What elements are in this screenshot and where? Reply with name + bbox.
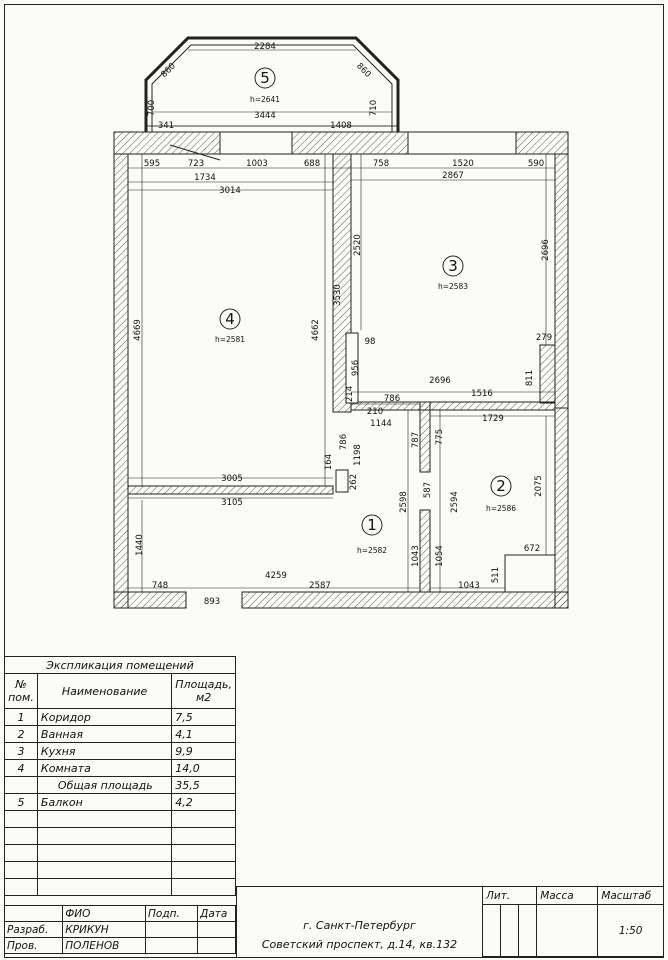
dim-value: 590 xyxy=(527,159,545,169)
dim-value: 164 xyxy=(324,453,334,471)
dim-value: 2598 xyxy=(399,491,409,513)
dim-value: 1003 xyxy=(246,159,268,169)
room-name: Ванная xyxy=(37,726,171,743)
svg-text:h=2641: h=2641 xyxy=(249,95,281,104)
dim-value: 2284 xyxy=(254,42,276,52)
col-number-header: № пом. xyxy=(5,674,38,709)
dim-value: 723 xyxy=(187,159,205,169)
empty-row xyxy=(5,845,236,862)
dim-value: 3444 xyxy=(254,111,276,121)
dim-value: 1408 xyxy=(330,121,352,131)
dim-value: 786 xyxy=(383,394,401,404)
developer-role: Разраб. xyxy=(5,922,63,938)
dim-value: 3014 xyxy=(219,186,241,196)
dim-value: 2867 xyxy=(442,171,464,181)
dim-value: 775 xyxy=(435,428,445,446)
dim-value: 214 xyxy=(345,385,355,403)
table-row xyxy=(5,794,236,811)
room-number: 5 xyxy=(5,794,38,811)
empty-row xyxy=(5,811,236,828)
fio-header: ФИО xyxy=(63,906,146,922)
dim-value: 2594 xyxy=(450,491,460,513)
empty-row xyxy=(5,862,236,879)
dim-value: 587 xyxy=(423,481,433,499)
room-name: Коридор xyxy=(37,709,171,726)
room-marker-3 xyxy=(438,256,468,291)
room-name: Балкон xyxy=(37,794,171,811)
city-label: г. Санкт-Петербург xyxy=(303,919,416,932)
room-number: 3 xyxy=(5,743,38,760)
address-label: Советский проспект, д.14, кв.132 xyxy=(261,938,458,951)
address-block xyxy=(236,886,482,958)
svg-text:h=2586: h=2586 xyxy=(485,504,517,513)
svg-text:h=2583: h=2583 xyxy=(437,282,469,291)
room-name: Общая площадь xyxy=(37,777,171,794)
room-number: 4 xyxy=(5,760,38,777)
room-name: Комната xyxy=(37,760,171,777)
dim-value: 341 xyxy=(157,121,175,131)
dim-value: 3105 xyxy=(221,498,243,508)
table-row xyxy=(5,777,236,794)
walls xyxy=(114,132,568,608)
svg-text:4: 4 xyxy=(225,310,235,328)
dim-value: 1043 xyxy=(458,581,480,591)
col-area-header: Площадь, м2 xyxy=(172,674,236,709)
dim-value: 1144 xyxy=(370,419,392,429)
dim-value: 2520 xyxy=(353,234,363,256)
dim-value: 2696 xyxy=(541,239,551,261)
dim-value: 595 xyxy=(143,159,161,169)
scale-block xyxy=(482,886,664,957)
dim-value: 1520 xyxy=(452,159,474,169)
svg-text:3: 3 xyxy=(448,257,458,275)
dim-value: 672 xyxy=(523,544,541,554)
dim-value: 1729 xyxy=(482,414,504,424)
developer-name: КРИКУН xyxy=(63,922,146,938)
room-area: 9,9 xyxy=(172,743,236,760)
svg-text:h=2581: h=2581 xyxy=(214,335,246,344)
dim-value: 4669 xyxy=(133,319,143,341)
dim-value: 893 xyxy=(203,597,221,607)
dim-value: 811 xyxy=(525,369,535,387)
explication-table xyxy=(4,656,236,896)
dim-value: 2696 xyxy=(429,376,451,386)
dim-value: 98 xyxy=(364,337,376,347)
dim-value: 688 xyxy=(303,159,321,169)
room-marker-5 xyxy=(250,68,280,104)
dim-value: 511 xyxy=(491,566,501,584)
room-area: 14,0 xyxy=(172,760,236,777)
dim-value: 1198 xyxy=(353,444,363,466)
dim-value: 279 xyxy=(535,333,553,343)
room-marker-2 xyxy=(486,476,516,513)
room-number: 1 xyxy=(5,709,38,726)
room-number: 2 xyxy=(5,726,38,743)
dim-value: 262 xyxy=(349,473,359,491)
svg-text:h=2582: h=2582 xyxy=(356,546,388,555)
lit-header: Лит. xyxy=(483,887,537,905)
table-row xyxy=(5,760,236,777)
room-number xyxy=(5,777,38,794)
empty-row xyxy=(5,879,236,896)
signature-header: Подп. xyxy=(146,906,198,922)
dim-value: 700 xyxy=(147,99,157,117)
empty-row xyxy=(5,828,236,845)
table-row xyxy=(5,726,236,743)
dim-value: 1054 xyxy=(435,545,445,567)
dim-value: 2075 xyxy=(534,475,544,497)
dim-value: 1734 xyxy=(194,173,216,183)
mass-header: Масса xyxy=(537,887,598,905)
dim-value: 4662 xyxy=(311,319,321,341)
dim-value: 2587 xyxy=(309,581,331,591)
room-area: 7,5 xyxy=(172,709,236,726)
room-area: 4,2 xyxy=(172,794,236,811)
dim-value: 786 xyxy=(339,433,349,451)
dim-value: 758 xyxy=(372,159,390,169)
dim-value: 787 xyxy=(411,431,421,449)
dim-value: 956 xyxy=(351,359,361,377)
dim-value: 1043 xyxy=(411,545,421,567)
dim-value: 1516 xyxy=(471,389,493,399)
table-caption: Экспликация помещений xyxy=(5,657,236,674)
scale-value: 1:50 xyxy=(598,905,664,957)
room-marker-4 xyxy=(215,309,245,344)
svg-text:2: 2 xyxy=(496,477,506,495)
dim-value: 1440 xyxy=(135,534,145,556)
col-name-header: Наименование xyxy=(37,674,171,709)
table-row xyxy=(5,709,236,726)
dim-value: 710 xyxy=(369,99,379,117)
room-marker-1 xyxy=(357,515,387,555)
dim-value: 4259 xyxy=(265,571,287,581)
room-area: 35,5 xyxy=(172,777,236,794)
date-header: Дата xyxy=(198,906,236,922)
dim-value: 3530 xyxy=(333,284,343,306)
dim-value: 3005 xyxy=(221,474,243,484)
checker-name: ПОЛЕНОВ xyxy=(63,938,146,954)
dim-value: 860 xyxy=(354,61,373,80)
svg-text:1: 1 xyxy=(367,516,377,534)
table-row xyxy=(5,743,236,760)
checker-role: Пров. xyxy=(5,938,63,954)
dim-value: 860 xyxy=(159,61,178,80)
signature-block xyxy=(4,905,236,954)
svg-text:5: 5 xyxy=(260,69,270,87)
room-area: 4,1 xyxy=(172,726,236,743)
dim-value: 748 xyxy=(151,581,169,591)
scale-header: Масштаб xyxy=(598,887,664,905)
dim-value: 210 xyxy=(366,407,384,417)
room-name: Кухня xyxy=(37,743,171,760)
